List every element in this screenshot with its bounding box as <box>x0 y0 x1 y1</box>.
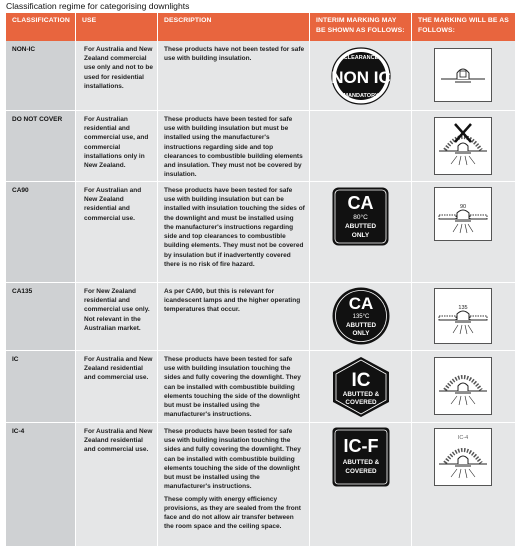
header-interim-marking: INTERIM MARKING MAY BE SHOWN AS FOLLOWS: <box>310 13 412 41</box>
description-text: These products have been tested for safe use with building insulation touching the sides and fully covering the downlight. They can be installed with combustible building elements touching the side of the downlight but must be installed using the manufacturer's instructions. <box>164 356 301 419</box>
ca135-badge-icon <box>332 286 390 346</box>
interim-marking-cell <box>310 351 412 422</box>
non-ic-downlight-diagram <box>434 48 492 102</box>
classification-cell: CA90 <box>6 182 76 282</box>
classification-cell: IC <box>6 351 76 422</box>
classification-cell: NON-IC <box>6 41 76 110</box>
classification-cell: CA135 <box>6 283 76 350</box>
ic-f-badge-icon <box>332 427 390 487</box>
badge-main-text: CA <box>348 294 374 313</box>
badge-line1-text: 80°C <box>353 214 368 221</box>
badge-main-text: IC-F <box>343 436 379 456</box>
table-row <box>6 423 515 547</box>
interim-marking-cell <box>310 423 412 546</box>
description-cell <box>158 351 310 422</box>
marking-cell <box>412 41 515 110</box>
description-text: These products have been tested for safe use with building insulation but can be installed with insulation touching the sides of the downlight and must be installed using the manufacturer's instructions regarding side and top clearances to combustible building elements. They must not be covered by insulation but if inadvertently covered there is no risk of fire hazard. <box>164 187 305 268</box>
description-text: As per CA90, but this is relevant for icandescent lamps and the higher operating temperatures that occur. <box>164 288 301 314</box>
ca135-diagram <box>434 288 492 344</box>
badge-main-text: IC <box>351 370 371 391</box>
badge-line2-text: COVERED <box>345 468 377 475</box>
ca90-diagram <box>434 187 492 241</box>
ic-diagram <box>434 357 492 415</box>
downlight-icon <box>435 49 491 101</box>
description-cell <box>158 283 310 350</box>
classification-cell: DO NOT COVER <box>6 111 76 181</box>
classification-table <box>6 13 515 547</box>
badge-line1-text: ABUTTED & <box>342 459 380 466</box>
description-text: These products have been tested for safe use with building insulation touching the sides and fully covering the downlight. They can be installed with combustible building elements touching the side of the downlight but must be installed using the manufacturer's instructions. <box>164 428 301 491</box>
badge-line1-text: 135°C <box>352 314 370 320</box>
diagram-label: IC-4 <box>457 435 469 441</box>
use-cell: For New Zealand residential and commercial use only. Not relevant in the Australian market. <box>76 283 158 350</box>
table-row <box>6 41 515 111</box>
badge-line3-text: ONLY <box>351 232 370 239</box>
badge-main-text: CA <box>347 193 374 213</box>
do-not-cover-icon <box>435 118 491 174</box>
description-text-2: These comply with energy efficiency provisions, as they are sealed from the front face and do not allow air transfer between the room space and the ceiling space. <box>164 495 301 531</box>
header-marking: THE MARKING WILL BE AS FOLLOWS: <box>418 17 509 34</box>
header-use: USE <box>76 13 158 41</box>
covered-sealed-downlight-icon <box>435 429 491 485</box>
interim-marking-cell <box>310 283 412 350</box>
description-cell <box>158 41 310 110</box>
marking-cell <box>412 283 515 350</box>
ca90-badge-icon <box>332 187 389 246</box>
non-ic-badge-icon <box>331 47 391 105</box>
marking-cell <box>412 182 515 282</box>
description-cell <box>158 182 310 282</box>
table-caption: Classification regime for categorising downlights <box>6 1 190 11</box>
use-cell: For Australian and New Zealand residential and commercial use. <box>76 182 158 282</box>
ic-badge-icon <box>331 356 391 418</box>
use-cell: For Australia and New Zealand residential and commercial use. <box>76 423 158 546</box>
do-not-cover-diagram <box>434 117 492 175</box>
interim-marking-cell <box>310 111 412 181</box>
abutted-downlight-icon <box>435 289 491 343</box>
header-classification: CLASSIFICATION <box>6 13 76 41</box>
badge-main-text: NON IC <box>331 68 391 87</box>
badge-line2-text: ABUTTED <box>345 322 377 329</box>
abutted-downlight-icon <box>435 188 491 240</box>
badge-top-text: CLEARANCE <box>343 55 379 61</box>
table-row <box>6 351 515 423</box>
table-row <box>6 182 515 283</box>
description-text: These products have been tested for safe use with building insulation but must be installed using the manufacturer's instructions regarding side and top clearances to combustible building elements and insulation. They must not be covered by insulation. <box>164 116 303 179</box>
badge-line2-text: ABUTTED <box>344 223 377 230</box>
use-cell: For Australian residential and commercial use, and commercial installations only in New Zealand. <box>76 111 158 181</box>
badge-line3-text: ONLY <box>352 330 370 337</box>
header-description: DESCRIPTION <box>158 13 310 41</box>
description-cell <box>158 423 310 546</box>
description-cell <box>158 111 310 181</box>
diagram-label: 90 <box>459 204 467 210</box>
ic-4-diagram <box>434 428 492 486</box>
table-row <box>6 111 515 182</box>
interim-marking-cell <box>310 182 412 282</box>
interim-marking-cell <box>310 41 412 110</box>
badge-line1-text: ABUTTED & <box>342 391 380 398</box>
diagram-label: 135 <box>458 305 468 311</box>
badge-line2-text: COVERED <box>345 399 377 406</box>
covered-downlight-icon <box>435 358 491 414</box>
table-row <box>6 283 515 351</box>
marking-cell <box>412 423 515 546</box>
description-text: These products have not been tested for safe use with building insulation. <box>164 46 305 63</box>
badge-bottom-text: MANDATORY <box>343 93 379 99</box>
marking-cell <box>412 351 515 422</box>
use-cell: For Australia and New Zealand commercial use only and not to be used for residential installations. <box>76 41 158 110</box>
classification-cell: IC-4 <box>6 423 76 546</box>
table-header <box>6 13 515 41</box>
marking-cell <box>412 111 515 181</box>
use-cell: For Australia and New Zealand residential and commercial use. <box>76 351 158 422</box>
